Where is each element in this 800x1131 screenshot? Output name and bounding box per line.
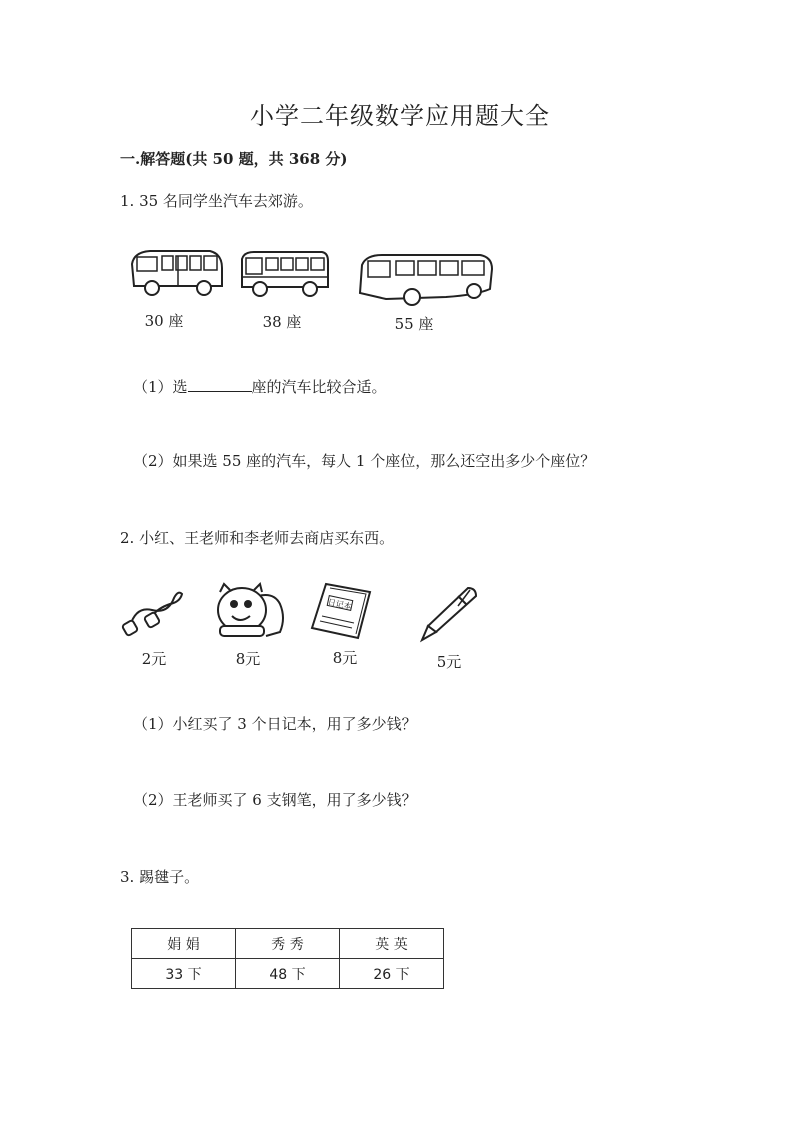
table-cell: 26 下 [340,959,444,989]
section-heading: 一.解答题(共 50 题，共 368 分) [120,150,348,168]
bus-label: 38 座 [262,313,302,331]
answer-blank[interactable] [188,377,252,392]
price-label: 2元 [141,650,167,668]
table-cell: 33 下 [132,959,236,989]
question-2-sub-1: （1）小红买了 3 个日记本，用了多少钱？ [133,715,417,733]
question-2-sub-2: （2）王老师买了 6 支钢笔，用了多少钱？ [133,791,417,809]
question-1-sub-1: （1）选 座的汽车比较合适。 [133,378,387,396]
table-row [132,929,444,959]
table-header-cell: 娟 娟 [132,929,236,959]
svg-text:日记本: 日记本 [327,597,353,612]
bus-label: 30 座 [144,312,184,330]
bus-icon [238,249,330,297]
table-header-cell: 秀 秀 [236,929,340,959]
backpack-icon [210,582,288,640]
price-label: 8元 [332,649,358,667]
bus-label: 55 座 [394,315,434,333]
table-row [132,959,444,989]
bus-icon [356,251,494,307]
question-3-text: 3. 踢毽子。 [120,868,200,886]
kick-count-table [131,928,444,989]
question-2-text: 2. 小红、王老师和李老师去商店买东西。 [120,529,395,547]
table-cell: 48 下 [236,959,340,989]
table-header-cell: 英 英 [340,929,444,959]
question-1-text: 1. 35 名同学坐汽车去郊游。 [120,192,313,210]
bus-icon [128,246,224,298]
pen-icon [418,584,480,642]
price-label: 8元 [235,650,261,668]
notebook-icon [310,582,374,640]
price-label: 5元 [436,653,462,671]
question-1-sub-2: （2）如果选 55 座的汽车，每人 1 个座位，那么还空出多少个座位？ [133,452,596,470]
jump-rope-icon [122,586,186,636]
page-title: 小学二年级数学应用题大全 [250,102,550,130]
